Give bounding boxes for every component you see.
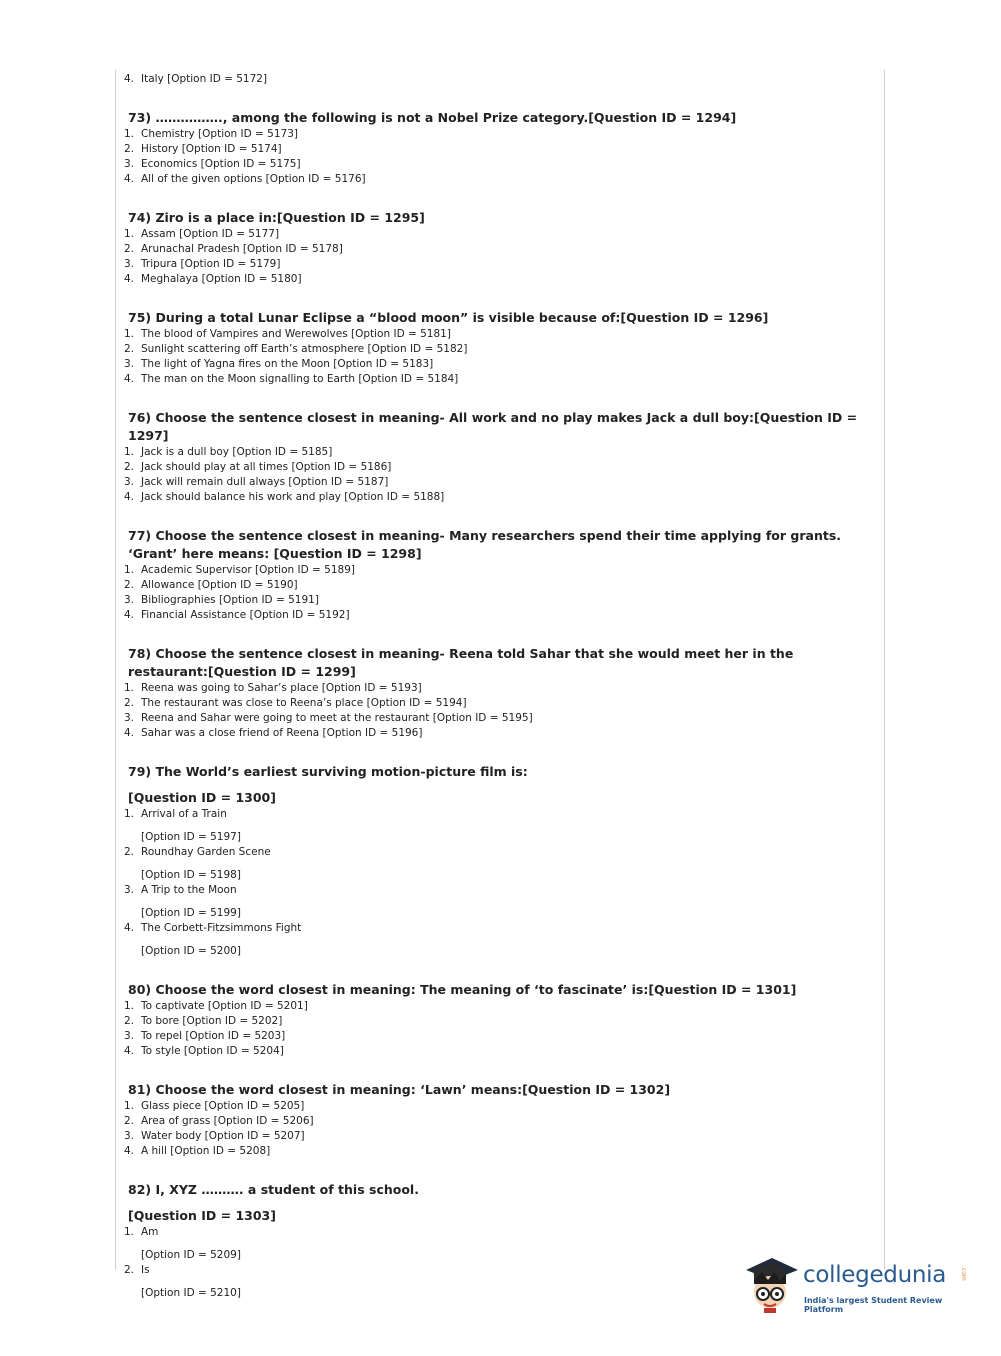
question-block	[124, 1081, 864, 1159]
logo-brand-text: collegedunia	[803, 1262, 947, 1288]
option-item: 4. To style [Option ID = 5204]	[124, 1045, 284, 1057]
question-block	[124, 981, 864, 1059]
option-item: 4. A hill [Option ID = 5208]	[124, 1145, 271, 1157]
question-group-1	[124, 109, 864, 741]
option-item: 2. Jack should play at all times [Option ID = 5186]	[124, 461, 392, 473]
question-block	[124, 409, 864, 505]
question-title: 80) Choose the word closest in meaning: The meaning of ‘to fascinate’ is:[Question ID = 1301]	[128, 982, 797, 997]
option-item: 2. Allowance [Option ID = 5190]	[124, 579, 298, 591]
option-id: [Option ID = 5209]	[141, 1249, 241, 1261]
logo-dotcom: .com	[960, 1266, 967, 1281]
question-title: 77) Choose the sentence closest in meaning- Many researchers spend their time applying for grants. ‘Grant’ here means: [Question ID = 1298]	[128, 528, 842, 561]
option-item: 1. Jack is a dull boy [Option ID = 5185]	[124, 446, 333, 458]
question-id: [Question ID = 1303]	[128, 1208, 276, 1223]
option-item: 2. Sunlight scattering off Earth’s atmosphere [Option ID = 5182]	[124, 343, 468, 355]
option-item: 2. Is	[124, 1264, 150, 1276]
option-id: [Option ID = 5210]	[141, 1287, 241, 1299]
option-id: [Option ID = 5200]	[141, 945, 241, 957]
logo-tagline: India's largest Student Review Platform	[804, 1296, 943, 1314]
option-item: 2. The restaurant was close to Reena’s place [Option ID = 5194]	[124, 697, 467, 709]
option-item: 1. Assam [Option ID = 5177]	[124, 228, 280, 240]
question-title: 82) I, XYZ ………. a student of this school.	[128, 1182, 419, 1197]
option-item: 4. Meghalaya [Option ID = 5180]	[124, 273, 302, 285]
option-item: 3. Jack will remain dull always [Option ID = 5187]	[124, 476, 389, 488]
option-item: 4. Jack should balance his work and play [Option ID = 5188]	[124, 491, 445, 503]
option-item: 3. A Trip to the Moon	[124, 884, 237, 896]
question-title: 81) Choose the word closest in meaning: ‘Lawn’ means:[Question ID = 1302]	[128, 1082, 671, 1097]
document-content	[124, 72, 864, 1301]
question-block	[124, 109, 864, 187]
option-item: 4. The man on the Moon signalling to Earth [Option ID = 5184]	[124, 373, 459, 385]
question-id: [Question ID = 1300]	[128, 790, 276, 805]
option-id: [Option ID = 5198]	[141, 869, 241, 881]
option-item: 3. Reena and Sahar were going to meet at the restaurant [Option ID = 5195]	[124, 712, 533, 724]
option-item: 2. Arunachal Pradesh [Option ID = 5178]	[124, 243, 343, 255]
mascot-icon	[742, 1250, 804, 1316]
option-item: 1. Glass piece [Option ID = 5205]	[124, 1100, 305, 1112]
option-item: 4. All of the given options [Option ID = 5176]	[124, 173, 366, 185]
option-item: 1. Academic Supervisor [Option ID = 5189]	[124, 564, 355, 576]
option-item: 4. Financial Assistance [Option ID = 5192]	[124, 609, 350, 621]
option-item: 4. The Corbett-Fitzsimmons Fight	[124, 922, 302, 934]
question-title: 73) ……………., among the following is not a Nobel Prize category.[Question ID = 1294]	[128, 110, 737, 125]
option-item: 3. Economics [Option ID = 5175]	[124, 158, 301, 170]
question-block	[124, 209, 864, 287]
page-border-left	[115, 70, 116, 1270]
collegedunia-logo[interactable]	[742, 1250, 972, 1320]
option-item: 1. Arrival of a Train	[124, 808, 227, 820]
page-border-right	[884, 70, 885, 1270]
question-block	[124, 645, 864, 741]
question-block	[124, 309, 864, 387]
option-item: 4. Sahar was a close friend of Reena [Option ID = 5196]	[124, 727, 423, 739]
question-title: 75) During a total Lunar Eclipse a “blood moon” is visible because of:[Question ID = 1296]	[128, 310, 769, 325]
option-item: 2. Roundhay Garden Scene	[124, 846, 271, 858]
option-item: 3. Water body [Option ID = 5207]	[124, 1130, 305, 1142]
question-title: 74) Ziro is a place in:[Question ID = 1295]	[128, 210, 425, 225]
option-item: 3. To repel [Option ID = 5203]	[124, 1030, 286, 1042]
option-item: 2. To bore [Option ID = 5202]	[124, 1015, 283, 1027]
option-item: 1. Chemistry [Option ID = 5173]	[124, 128, 298, 140]
option-item: 2. Area of grass [Option ID = 5206]	[124, 1115, 314, 1127]
question-block	[124, 527, 864, 623]
option-item: 1. Am	[124, 1226, 159, 1238]
option-item: 4. Italy [Option ID = 5172]	[124, 73, 268, 85]
option-item: 3. Bibliographies [Option ID = 5191]	[124, 594, 319, 606]
question-title: 76) Choose the sentence closest in meaning- All work and no play makes Jack a dull boy:[Question ID = 1297]	[128, 410, 858, 443]
option-id: [Option ID = 5197]	[141, 831, 241, 843]
option-item: 1. To captivate [Option ID = 5201]	[124, 1000, 308, 1012]
question-title: 79) The World’s earliest surviving motion-picture film is:	[128, 764, 528, 779]
question-title: 78) Choose the sentence closest in meaning- Reena told Sahar that she would meet her in the restaurant:[Question ID = 1299]	[128, 646, 794, 679]
option-item: 1. Reena was going to Sahar’s place [Option ID = 5193]	[124, 682, 422, 694]
question-group-2	[124, 981, 864, 1159]
option-item: 3. The light of Yagna fires on the Moon [Option ID = 5183]	[124, 358, 434, 370]
option-item: 3. Tripura [Option ID = 5179]	[124, 258, 281, 270]
option-item: 2. History [Option ID = 5174]	[124, 143, 282, 155]
question-79	[124, 763, 864, 959]
option-item: 1. The blood of Vampires and Werewolves [Option ID = 5181]	[124, 328, 451, 340]
option-id: [Option ID = 5199]	[141, 907, 241, 919]
